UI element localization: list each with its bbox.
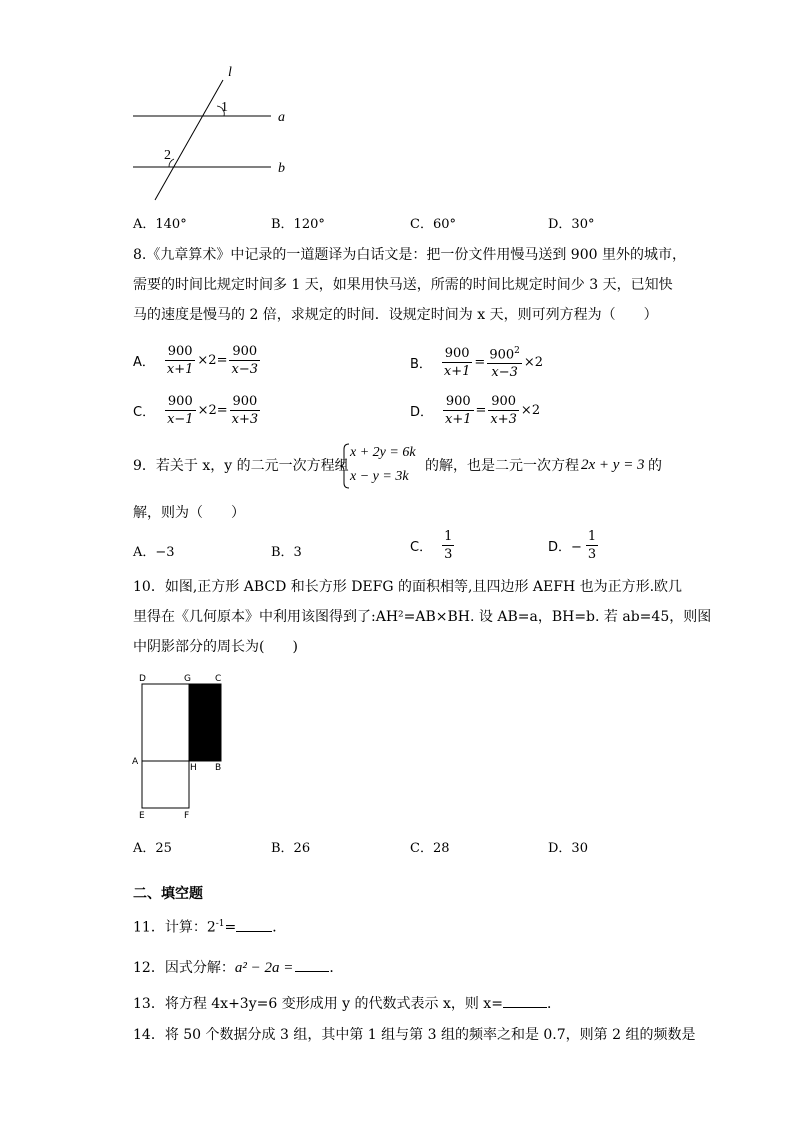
fraction: $\frac{900^2}{x-3}$ bbox=[487, 343, 522, 381]
label-angle-1: 1 bbox=[221, 100, 228, 115]
q9-suffix: 的 bbox=[648, 458, 662, 474]
q7-option-b[interactable]: B．120° bbox=[271, 217, 325, 232]
q8-option-a[interactable]: A． $\frac{900}{x+1}$ ×2 = $\frac{900}{x-3}$ bbox=[133, 344, 258, 377]
q8-option-b[interactable]: B． $\frac{900}{x+1}$ = $\frac{900^2}{x-3}$ ×2 bbox=[410, 343, 543, 381]
q9-eq3: 2x + y = 3 bbox=[581, 457, 645, 473]
label-angle-2: 2 bbox=[164, 148, 171, 163]
system-eq-1: x + 2y = 6k bbox=[350, 445, 416, 460]
q10-option-a[interactable]: A．25 bbox=[133, 841, 172, 856]
square-aefh bbox=[142, 761, 189, 808]
label-d: D bbox=[139, 674, 146, 684]
label-a: a bbox=[278, 110, 285, 125]
q13: 13．将方程 4x+3y=6 变形成用 y 的代数式表示 x，则 x= ． bbox=[133, 993, 561, 1014]
q11: 11．计算：$2^{-1}=$ ． bbox=[133, 914, 286, 938]
answer-blank[interactable] bbox=[503, 993, 547, 1008]
label-f: F bbox=[184, 811, 190, 821]
section-heading: 二、填空题 bbox=[133, 886, 203, 902]
option-label: A． bbox=[133, 355, 155, 370]
parallel-lines-figure bbox=[125, 60, 305, 205]
label-l: l bbox=[228, 65, 232, 80]
q8-option-c[interactable]: C． $\frac{900}{x-1}$ ×2 = $\frac{900}{x+3}$ bbox=[133, 394, 259, 427]
q9-line-2: 解，则为（ ） bbox=[133, 505, 245, 521]
q8-line-1: 8.《九章算术》中记录的一道题译为白话文是：把一份文件用慢马送到 900 里外的城市， bbox=[133, 247, 686, 263]
system-brace bbox=[340, 443, 350, 489]
q10-option-b[interactable]: B．26 bbox=[271, 841, 311, 856]
label-b: B bbox=[215, 763, 222, 773]
q8-option-d[interactable]: D． $\frac{900}{x+1}$ = $\frac{900}{x+3}$ ×2 bbox=[410, 394, 541, 427]
shaded-rect-gchb bbox=[189, 684, 221, 761]
q10-line-2: 里得在《几何原本》中利用该图得到了:AH²=AB×BH. 设 AB=a，BH=b. 若 ab=45，则图 bbox=[133, 609, 712, 625]
q7-option-a[interactable]: A．140° bbox=[133, 217, 187, 232]
label-c: C bbox=[215, 674, 222, 684]
label-h: H bbox=[190, 763, 197, 773]
option-label: C． bbox=[133, 405, 156, 420]
fraction: $\frac{900}{x-3}$ bbox=[231, 344, 258, 377]
q9-option-b[interactable]: B．3 bbox=[271, 545, 302, 560]
q7-option-c[interactable]: C．60° bbox=[410, 217, 456, 232]
q12: 12．因式分解：a² − 2a = ． bbox=[133, 957, 343, 978]
fraction: $\frac{900}{x+3}$ bbox=[231, 394, 259, 427]
option-label: D．− bbox=[548, 540, 582, 555]
fraction: $\frac{900}{x+1}$ bbox=[443, 345, 471, 379]
q9-mid: 的解，也是二元一次方程 bbox=[425, 458, 579, 474]
label-a: A bbox=[132, 757, 139, 767]
q10-line-1: 10．如图,正方形 ABCD 和长方形 DEFG 的面积相等,且四边形 AEFH 也为正方形.欧几 bbox=[133, 579, 683, 595]
answer-blank[interactable] bbox=[236, 917, 272, 932]
label-e: E bbox=[139, 811, 145, 821]
option-label: D． bbox=[410, 405, 434, 420]
label-g: G bbox=[184, 674, 191, 684]
q9-option-a[interactable]: A．−3 bbox=[133, 545, 175, 560]
squares-figure bbox=[128, 670, 238, 825]
fraction: $\frac{900}{x+1}$ bbox=[445, 394, 472, 427]
q10-line-3: 中阴影部分的周长为( ) bbox=[133, 639, 298, 655]
q7-option-d[interactable]: D．30° bbox=[548, 217, 595, 232]
fraction: $\frac{900}{x-1}$ bbox=[167, 394, 194, 427]
q14: 14．将 50 个数据分成 3 组，其中第 1 组与第 3 组的频率之和是 0.7，则第 2 组的频数是 bbox=[133, 1027, 696, 1043]
q10-option-c[interactable]: C．28 bbox=[410, 841, 450, 856]
system-eq-2: x − y = 3k bbox=[350, 469, 409, 484]
q8-line-2: 需要的时间比规定时间多 1 天，如果用快马送，所需的时间比规定时间少 3 天，已知快 bbox=[133, 277, 673, 293]
fraction: $\frac{900}{x+1}$ bbox=[166, 344, 194, 377]
fraction: $\frac{900}{x+3}$ bbox=[490, 394, 517, 427]
option-label: B． bbox=[410, 356, 432, 372]
q8-line-3: 马的速度是慢马的 2 倍，求规定的时间．设规定时间为 x 天，则可列方程为（ ） bbox=[133, 307, 658, 323]
label-b: b bbox=[278, 161, 285, 176]
q10-option-d[interactable]: D．30 bbox=[548, 841, 588, 856]
transversal-l bbox=[155, 80, 223, 200]
q9-option-d[interactable] bbox=[548, 528, 600, 563]
q9-option-c[interactable] bbox=[410, 528, 456, 563]
answer-blank[interactable] bbox=[295, 957, 329, 972]
option-label: C． bbox=[410, 540, 433, 555]
fraction: $\frac{1}{3}$ bbox=[587, 529, 597, 562]
fraction: $\frac{1}{3}$ bbox=[444, 529, 453, 562]
q9-prefix: 9．若关于 x，y 的二元一次方程组 bbox=[133, 458, 349, 474]
